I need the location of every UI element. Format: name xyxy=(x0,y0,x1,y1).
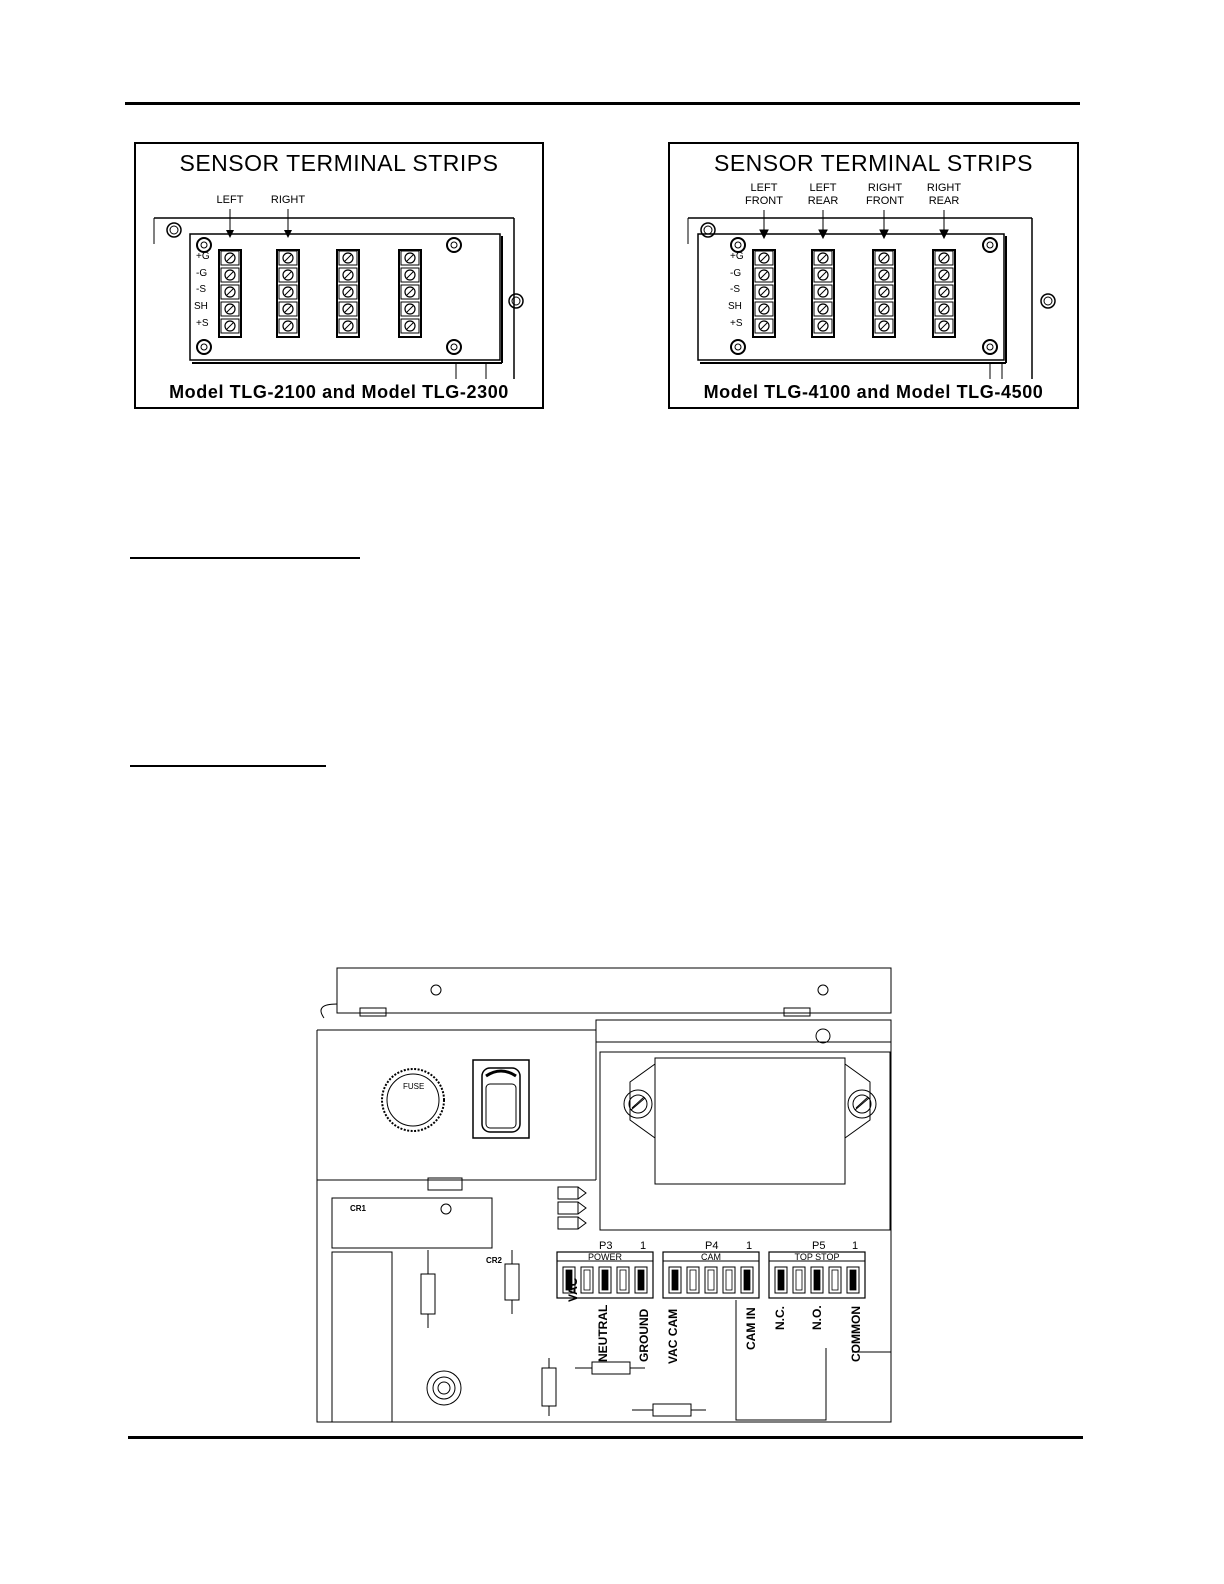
column-label-right: RIGHT xyxy=(270,194,306,206)
p3-label: P3 xyxy=(599,1240,613,1252)
terminal-strip xyxy=(219,250,241,337)
panel-title: SENSOR TERMINAL STRIPS xyxy=(179,150,499,176)
column-label-right-rear: RIGHT REAR xyxy=(926,182,962,207)
terminal-label: +S xyxy=(196,318,209,329)
terminal-label: -S xyxy=(196,284,206,295)
p5-label: P5 xyxy=(812,1240,826,1252)
wire-label-nc: N.C. xyxy=(773,1306,787,1330)
bottom-rule xyxy=(128,1436,1083,1439)
cr1-label: CR1 xyxy=(350,1204,367,1213)
wire-label-cam-in: CAM IN xyxy=(744,1307,758,1350)
terminal-strip xyxy=(399,250,421,337)
terminal-label: SH xyxy=(728,301,742,312)
column-label-left: LEFT xyxy=(216,194,244,206)
column-label-right-front: RIGHT FRONT xyxy=(866,182,904,207)
wire-label-no: N.O. xyxy=(810,1305,824,1330)
p5-name: TOP STOP xyxy=(794,1252,840,1262)
fuse-label: FUSE xyxy=(403,1082,425,1091)
terminal-label: -S xyxy=(730,284,740,295)
terminal-strip xyxy=(873,250,895,337)
p4-pin-one: 1 xyxy=(746,1240,753,1252)
terminal-strip-panel-left xyxy=(134,142,544,409)
terminal-strip xyxy=(337,250,359,337)
p5-pin-one: 1 xyxy=(852,1240,859,1252)
wire-label-common: COMMON xyxy=(849,1306,863,1362)
terminal-strip xyxy=(753,250,775,337)
terminal-label: SH xyxy=(194,301,208,312)
section-heading-underline-1 xyxy=(130,557,360,559)
section-heading-underline-2 xyxy=(130,765,326,767)
panel-title: SENSOR TERMINAL STRIPS xyxy=(713,150,1033,176)
cr2-label: CR2 xyxy=(486,1256,503,1265)
terminal-label: -G xyxy=(730,268,742,279)
control-board-diagram xyxy=(300,960,900,1430)
terminal-strip-panel-right xyxy=(668,142,1079,409)
column-label-left-front: LEFT FRONT xyxy=(745,182,783,207)
wire-label-neutral: NEUTRAL xyxy=(596,1304,610,1362)
panel-caption: Model TLG-4100 and Model TLG-4500 xyxy=(703,382,1044,402)
panel-caption: Model TLG-2100 and Model TLG-2300 xyxy=(169,382,509,402)
terminal-strip xyxy=(933,250,955,337)
terminal-strip xyxy=(277,250,299,337)
p3-name: POWER xyxy=(587,1252,622,1262)
p4-label: P4 xyxy=(705,1240,719,1252)
terminal-label: +S xyxy=(730,318,743,329)
wire-label-vac-cam: VAC CAM xyxy=(666,1308,680,1364)
terminal-label: +G xyxy=(730,251,744,262)
p3-pin-one: 1 xyxy=(640,1240,647,1252)
column-label-left-rear: LEFT REAR xyxy=(807,182,839,207)
terminal-label: +G xyxy=(196,251,210,262)
top-rule xyxy=(125,102,1080,105)
wire-label-ground: GROUND xyxy=(637,1308,651,1362)
terminal-label: -G xyxy=(196,268,208,279)
wire-label-vac: VAC xyxy=(566,1277,580,1302)
p4-name: CAM xyxy=(701,1252,721,1262)
terminal-strip xyxy=(812,250,834,337)
